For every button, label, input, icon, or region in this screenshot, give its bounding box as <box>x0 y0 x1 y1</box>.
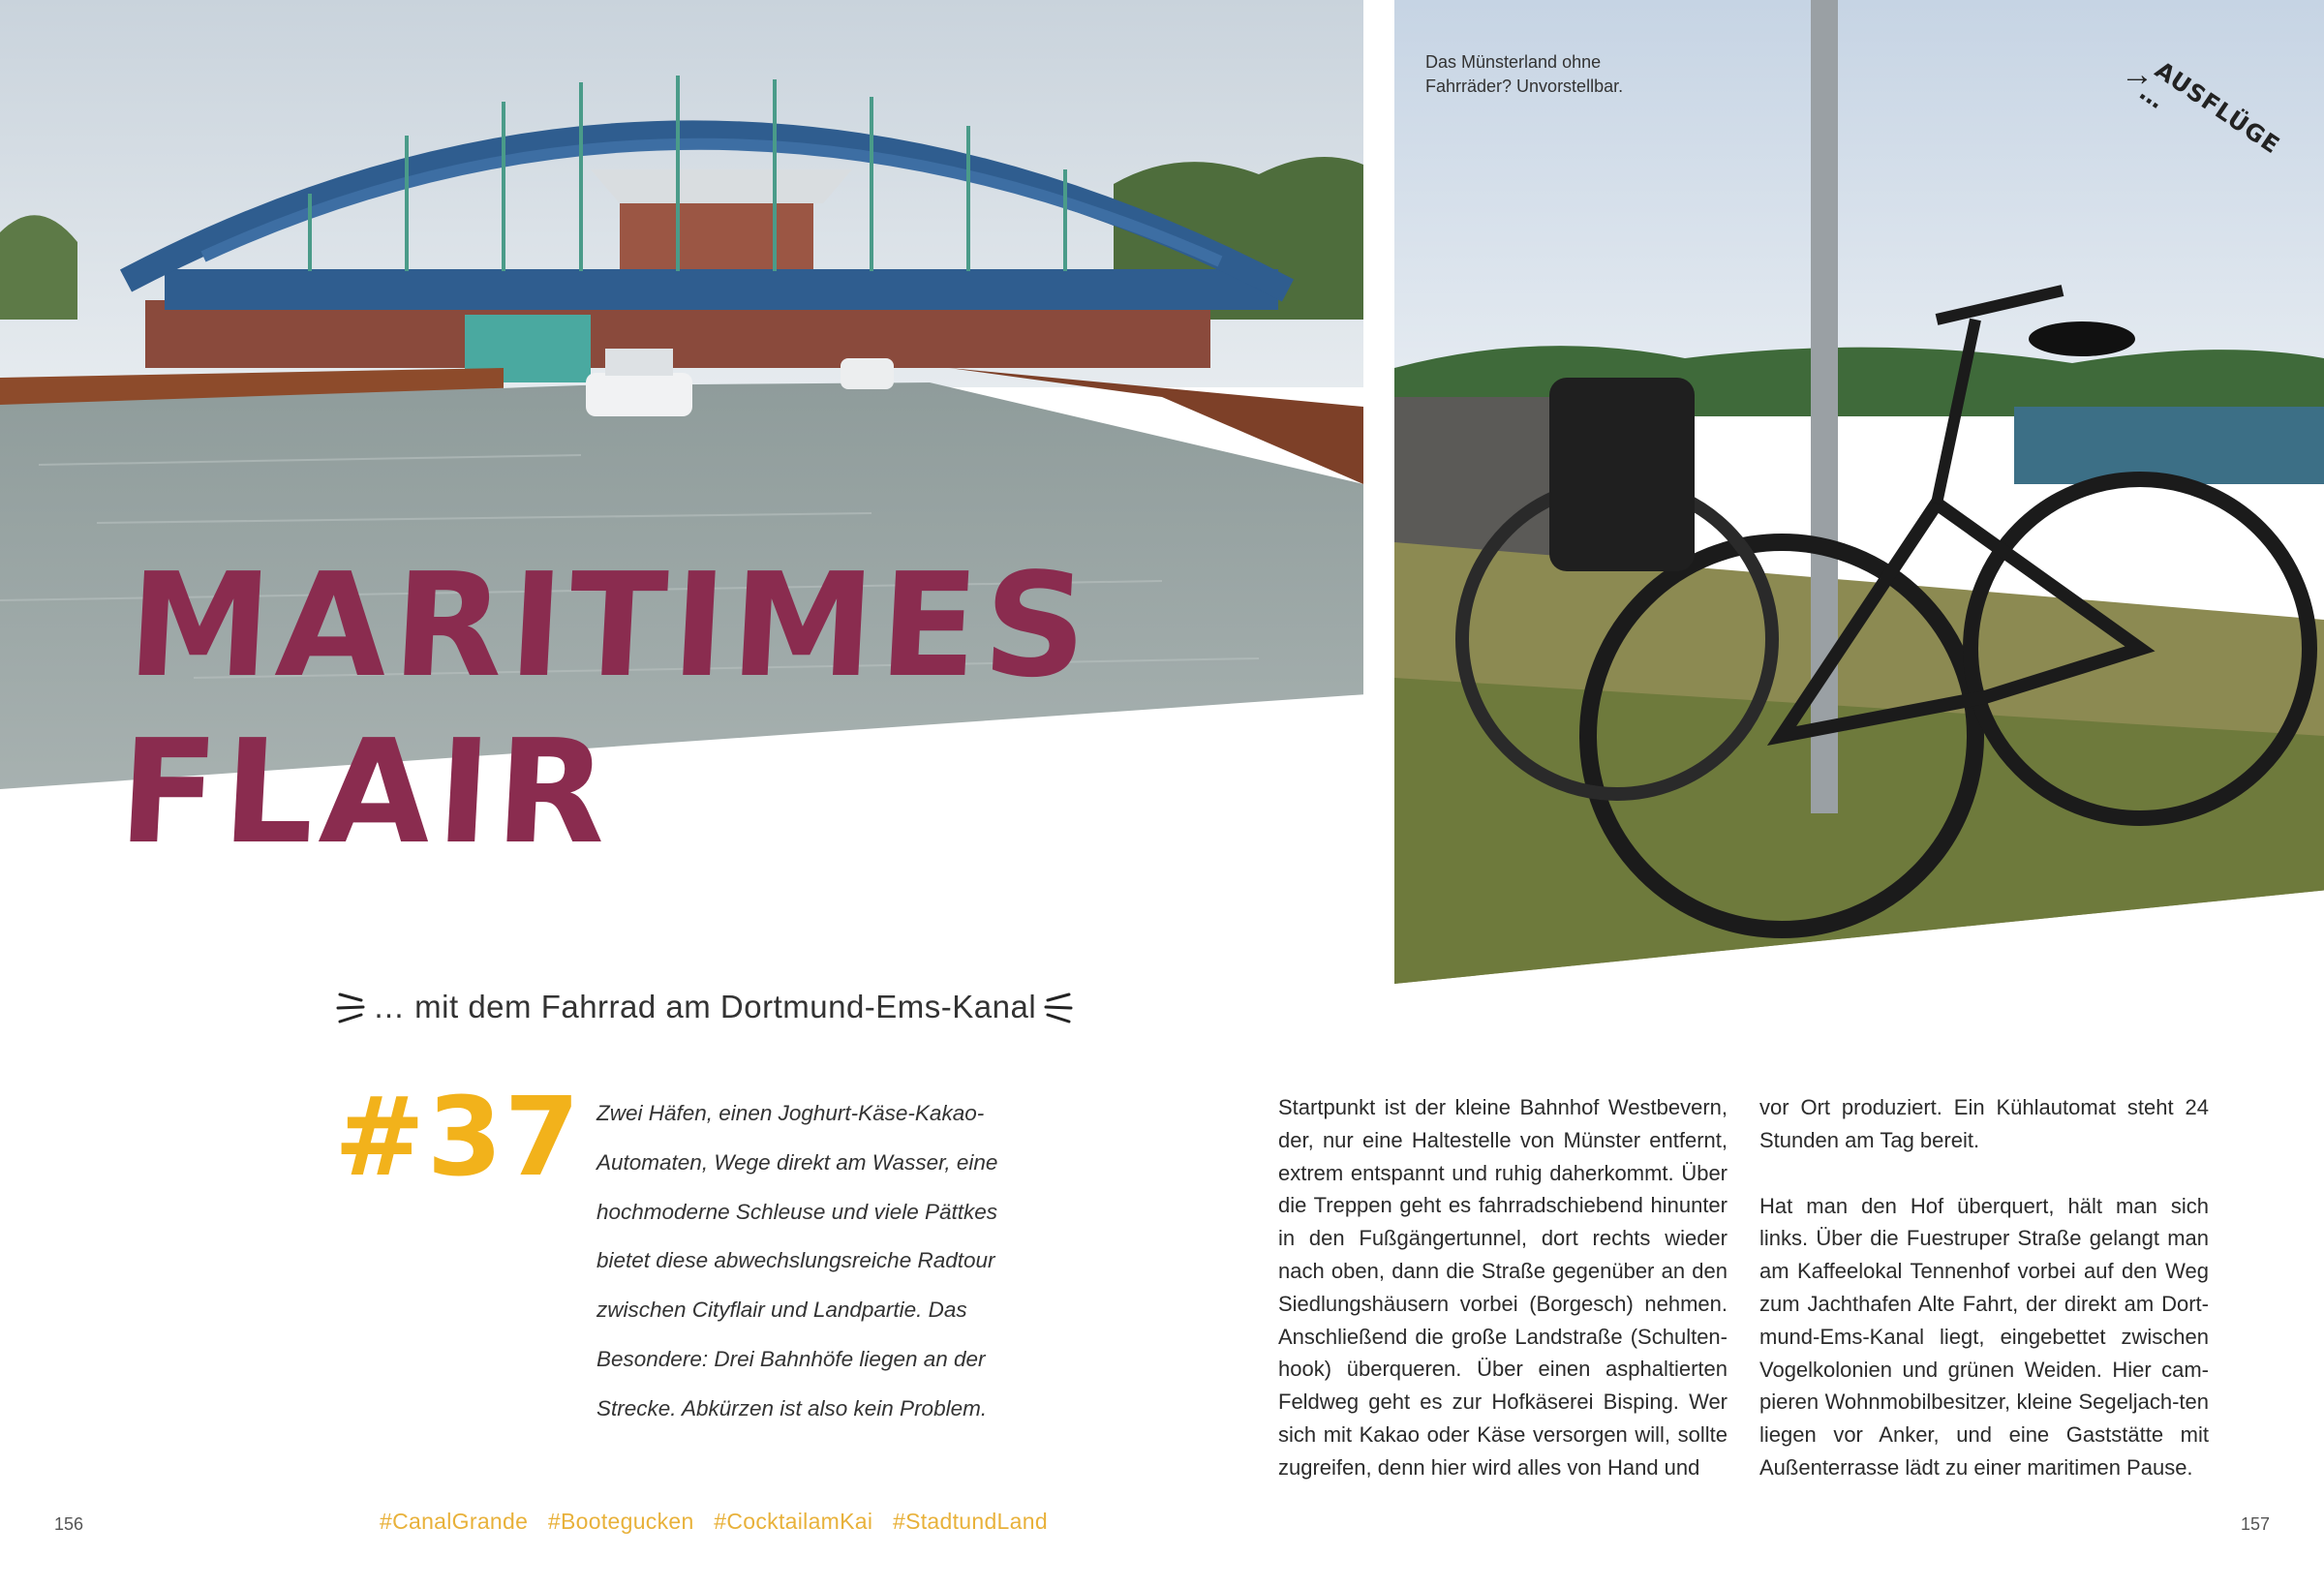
hashtag: #CocktailamKai <box>714 1509 873 1534</box>
caption-line-2: Fahrräder? Unvorstellbar. <box>1425 76 1624 96</box>
headline-line-1: MARITIMES <box>124 542 1097 709</box>
tour-number: #37 <box>334 1075 582 1201</box>
photo-caption <box>1425 50 1677 99</box>
headline <box>115 542 1097 875</box>
subtitle: … mit dem Fahrrad am Dortmund-Ems-Kanal <box>373 989 1037 1024</box>
section-tag <box>2117 48 2301 174</box>
body-column-2 <box>1759 1091 2209 1517</box>
body-paragraph: vor Ort produziert. Ein Kühlautomat steht 24 Stunden am Tag bereit. <box>1759 1095 2209 1152</box>
intro-text: Zwei Häfen, einen Joghurt-Käse-Kakao-Automaten, Wege direkt am Wasser, eine hochmoderne Schleuse und viele Pättkes bietet diese abwechslungsreiche Radtour zwischen Cityflair und Landpartie. Das Besondere: Drei Bahnhöfe liegen an der Strecke. Abkürzen ist also kein Problem. <box>596 1101 998 1420</box>
headline-line-2: FLAIR <box>114 709 617 875</box>
page-number-left: 156 <box>54 1514 84 1534</box>
caption-line-1: Das Münsterland ohne <box>1425 52 1602 72</box>
section-tag-label: AUSFLÜGE … <box>2134 56 2285 160</box>
deco-lines-right-icon <box>1036 983 1075 1031</box>
hashtag: #Bootegucken <box>547 1509 694 1534</box>
hashtag: #StadtundLand <box>892 1509 1048 1534</box>
deco-lines-left-icon <box>334 983 373 1031</box>
hashtag: #CanalGrande <box>380 1509 529 1534</box>
body-paragraph: Startpunkt ist der kleine Bahnhof Westbevern, der, nur eine Haltestelle von Münster entfernt, extrem entspannt und ruhig daherkommt. Über die Treppen geht es fahrradschiebend hinunter in den Fußgängertunnel, dort rechts wieder nach oben, dann die Straße gegenüber an den Siedlungshäusern vorbei (Borgesch) nehmen. Anschließend die große Landstraße (Schulten-hook) überqueren. Über einen asphaltierten Feldweg geht es zur Hofkäserei Bisping. Wer sich mit Kakao oder Käse versorgen will, sollte zugreifen, denn hier wird alles von Hand und <box>1278 1095 1728 1480</box>
arrow-right-icon: → <box>2121 56 2154 93</box>
subtitle-row <box>334 978 1075 1036</box>
page-number-right: 157 <box>2241 1514 2271 1534</box>
body-paragraph: Hat man den Hof überquert, hält man sich links. Über die Fuestruper Straße gelangt man am Kaffeelokal Tennenhof vorbei auf den Weg zum Jachthafen Alte Fahrt, der direkt am Dort-mund-Ems-Kanal liegt, eingebettet zwischen Vogelkolonien und grünen Weiden. Hier cam-pieren Wohnmobilbesitzer, kleine Segeljach-ten liegen vor Anker, und eine Gaststätte mit Außenterrasse lädt zu einer maritimen Pause. <box>1759 1193 2209 1480</box>
hashtags <box>380 1509 1061 1535</box>
body-column-1 <box>1278 1091 1728 1517</box>
